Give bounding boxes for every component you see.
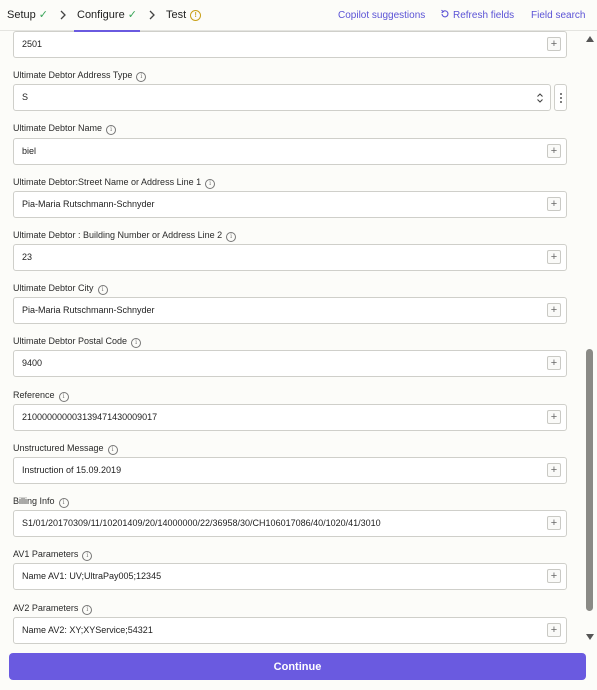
continue-button[interactable]: Continue <box>9 653 586 680</box>
kebab-dot <box>560 97 562 99</box>
field-value: 210000000003139471430009017 <box>22 412 158 422</box>
refresh-fields-label: Refresh fields <box>453 10 515 21</box>
field-input-10[interactable] <box>13 563 567 590</box>
field-input-3[interactable] <box>13 191 567 218</box>
field-value: S <box>22 92 29 102</box>
add-icon[interactable]: + <box>547 569 561 583</box>
field-value: 2501 <box>22 39 43 49</box>
field-input-6[interactable] <box>13 350 567 377</box>
field-label: Reference i <box>13 389 69 401</box>
check-icon: ✓ <box>127 9 137 21</box>
add-icon[interactable]: + <box>547 516 561 530</box>
field-search-link[interactable]: Field search <box>531 10 586 21</box>
field-input-8[interactable] <box>13 457 567 484</box>
info-icon: i <box>136 72 146 82</box>
info-icon: i <box>59 498 69 508</box>
add-icon[interactable]: + <box>547 144 561 158</box>
field-label: Ultimate Debtor Address Type i <box>13 69 146 81</box>
field-value: S1/01/20170309/11/10201409/20/14000000/22/36958/30/CH106017086/40/1020/41/3010 <box>22 518 381 528</box>
address-type-select[interactable] <box>13 84 551 111</box>
field-input-4[interactable] <box>13 244 567 271</box>
field-input-11[interactable] <box>13 617 567 644</box>
scrollbar[interactable] <box>584 31 596 645</box>
field-label: Ultimate Debtor:Street Name or Address Line 1 i <box>13 176 215 188</box>
step-test[interactable] <box>166 0 201 30</box>
step-setup-label: Setup <box>7 9 36 21</box>
field-input-9[interactable] <box>13 510 567 537</box>
field-label: Ultimate Debtor City i <box>13 282 108 294</box>
updown-chevron-icon <box>536 92 544 104</box>
field-value: 23 <box>22 252 33 262</box>
footer <box>0 645 597 690</box>
more-options-button[interactable] <box>554 84 567 111</box>
field-value: 9400 <box>22 358 43 368</box>
top-bar <box>0 0 597 31</box>
info-icon: i <box>205 179 215 189</box>
scrollbar-thumb[interactable] <box>586 349 593 611</box>
field-label: Ultimate Debtor : Building Number or Address Line 2 i <box>13 229 236 241</box>
info-icon: i <box>82 605 92 615</box>
field-input-2[interactable] <box>13 138 567 165</box>
field-value: Instruction of 15.09.2019 <box>22 465 122 475</box>
field-value: Pia-Maria Rutschmann-Schnyder <box>22 199 155 209</box>
add-icon[interactable]: + <box>547 623 561 637</box>
field-label: AV2 Parameters i <box>13 602 92 614</box>
chevron-right-icon <box>58 9 68 21</box>
field-input-5[interactable] <box>13 297 567 324</box>
add-icon[interactable]: + <box>547 250 561 264</box>
field-input-7[interactable] <box>13 404 567 431</box>
info-icon: i <box>131 338 141 348</box>
scroll-up-arrow-icon[interactable] <box>586 36 594 42</box>
add-icon[interactable]: + <box>547 197 561 211</box>
step-configure[interactable] <box>74 0 140 32</box>
field-label: Ultimate Debtor Postal Code i <box>13 335 141 347</box>
step-setup[interactable] <box>7 0 48 30</box>
info-icon: i <box>106 125 116 135</box>
chevron-right-icon <box>147 9 157 21</box>
kebab-dot <box>560 93 562 95</box>
field-value: Name AV1: UV;UltraPay005;12345 <box>22 571 162 581</box>
field-label: Unstructured Message i <box>13 442 118 454</box>
field-input-0[interactable] <box>13 31 567 58</box>
add-icon[interactable]: + <box>547 37 561 51</box>
step-test-label: Test <box>166 9 187 21</box>
add-icon[interactable]: + <box>547 410 561 424</box>
scroll-down-arrow-icon[interactable] <box>586 634 594 640</box>
field-label: Ultimate Debtor Name i <box>13 122 116 134</box>
add-icon[interactable]: + <box>547 303 561 317</box>
info-icon: i <box>82 551 92 561</box>
refresh-fields-link[interactable] <box>440 0 514 30</box>
form-content[interactable] <box>0 31 583 645</box>
info-icon: i <box>108 445 118 455</box>
field-label: Billing Info i <box>13 495 69 507</box>
copilot-suggestions-link[interactable]: Copilot suggestions <box>338 10 426 21</box>
check-icon: ✓ <box>38 9 48 21</box>
warning-icon: ! <box>190 10 201 21</box>
kebab-dot <box>560 101 562 103</box>
refresh-icon <box>440 9 450 19</box>
field-value: Name AV2: XY;XYService;54321 <box>22 625 153 635</box>
info-icon: i <box>226 232 236 242</box>
info-icon: i <box>59 392 69 402</box>
info-icon: i <box>98 285 108 295</box>
field-value: Pia-Maria Rutschmann-Schnyder <box>22 305 155 315</box>
field-label: AV1 Parameters i <box>13 548 92 560</box>
add-icon[interactable]: + <box>547 356 561 370</box>
step-configure-label: Configure <box>77 9 125 21</box>
add-icon[interactable]: + <box>547 463 561 477</box>
field-value: biel <box>22 146 37 156</box>
